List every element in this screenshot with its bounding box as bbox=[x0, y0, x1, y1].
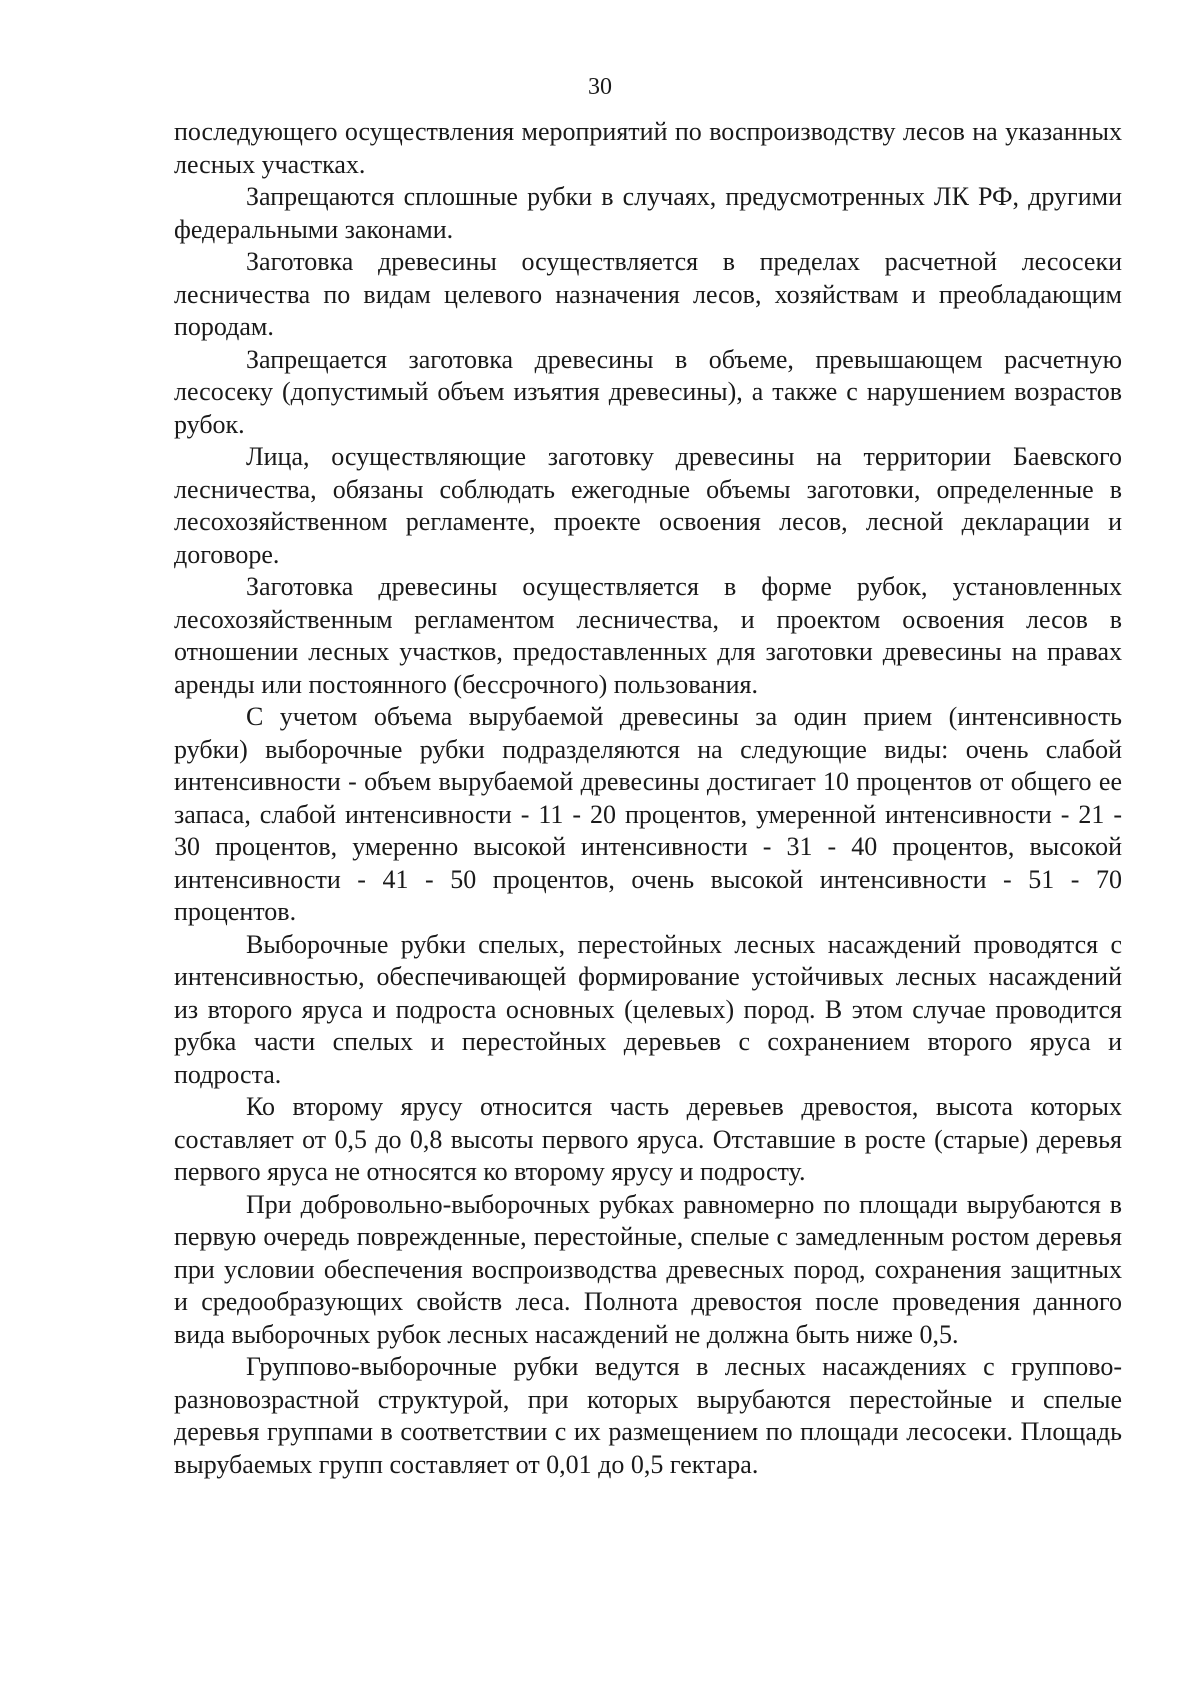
paragraph-selective-mature: Выборочные рубки спелых, перестойных лесных насаждений проводятся с интенсивностью, обеспечивающей формирование устойчивых лесных насаждений из второго яруса и подроста основных (целевых) пород. В этом случае проводится рубка части спелых и перестойных деревьев с сохранением второго яруса и подроста. bbox=[174, 929, 1122, 1089]
paragraph-second-tier: Ко второму ярусу относится часть деревьев древостоя, высота которых составляет от 0,5 до 0,8 высоты первого яруса. Отставшие в росте (старые) деревья первого яруса не относятся ко второму ярусу и подросту. bbox=[174, 1092, 1122, 1186]
paragraph-harvest-obligations: Лица, осуществляющие заготовку древесины на территории Баевского лесничества, обязаны соблюдать ежегодные объемы заготовки, определенные в лесохозяйственном регламенте, проекте освоения лесов, лесной декларации и договоре. bbox=[174, 442, 1122, 569]
paragraph-harvest-limits: Заготовка древесины осуществляется в пределах расчетной лесосеки лесничества по видам целевого назначения лесов, хозяйствам и преобладающим породам. bbox=[174, 247, 1122, 341]
page-number: 30 bbox=[588, 74, 612, 100]
paragraph-harvest-form: Заготовка древесины осуществляется в форме рубок, установленных лесохозяйственным регламентом лесничества, и проектом освоения лесов в отношении лесных участков, предоставленных для заготовки древесины на правах аренды или постоянного (бессрочного) пользования. bbox=[174, 572, 1122, 699]
paragraph-volume-ban: Запрещается заготовка древесины в объеме, превышающем расчетную лесосеку (допустимый объем изъятия древесины), а также с нарушением возрастов рубок. bbox=[174, 344, 1122, 439]
paragraph-intensity-types: С учетом объема вырубаемой древесины за один прием (интенсивность рубки) выборочные рубки подразделяются на следующие виды: очень слабой интенсивности - объем вырубаемой древесины достигает 10 процентов от общего ее запаса, слабой интенсивности - 11 - 20 процентов, умеренной интенсивности - 21 - 30 процентов, умеренно высокой интенсивности - 31 - 40 процентов, высокой интенсивности - 41 - 50 процентов, очень высокой интенсивности - 51 - 70 процентов. bbox=[174, 702, 1122, 926]
paragraph-continuation: последующего осуществления мероприятий по воспроизводству лесов на указанных лесных участках. bbox=[174, 117, 1122, 179]
document-body bbox=[174, 116, 1122, 1481]
paragraph-voluntary-selective: При добровольно-выборочных рубках равномерно по площади вырубаются в первую очередь поврежденные, перестойные, спелые с замедленным ростом деревья при условии обеспечения воспроизводства древесных пород, сохранения защитных и средообразующих свойств леса. Полнота древостоя после проведения данного вида выборочных рубок лесных насаждений не должна быть ниже 0,5. bbox=[174, 1189, 1122, 1349]
paragraph-group-selective: Группово-выборочные рубки ведутся в лесных насаждениях с группово-разновозрастной структурой, при которых вырубаются перестойные и спелые деревья группами в соответствии с их размещением по площади лесосеки. Площадь вырубаемых групп составляет от 0,01 до 0,5 гектара. bbox=[174, 1352, 1122, 1479]
paragraph-clearcut-ban: Запрещаются сплошные рубки в случаях, предусмотренных ЛК РФ, другими федеральными законами. bbox=[174, 182, 1122, 244]
